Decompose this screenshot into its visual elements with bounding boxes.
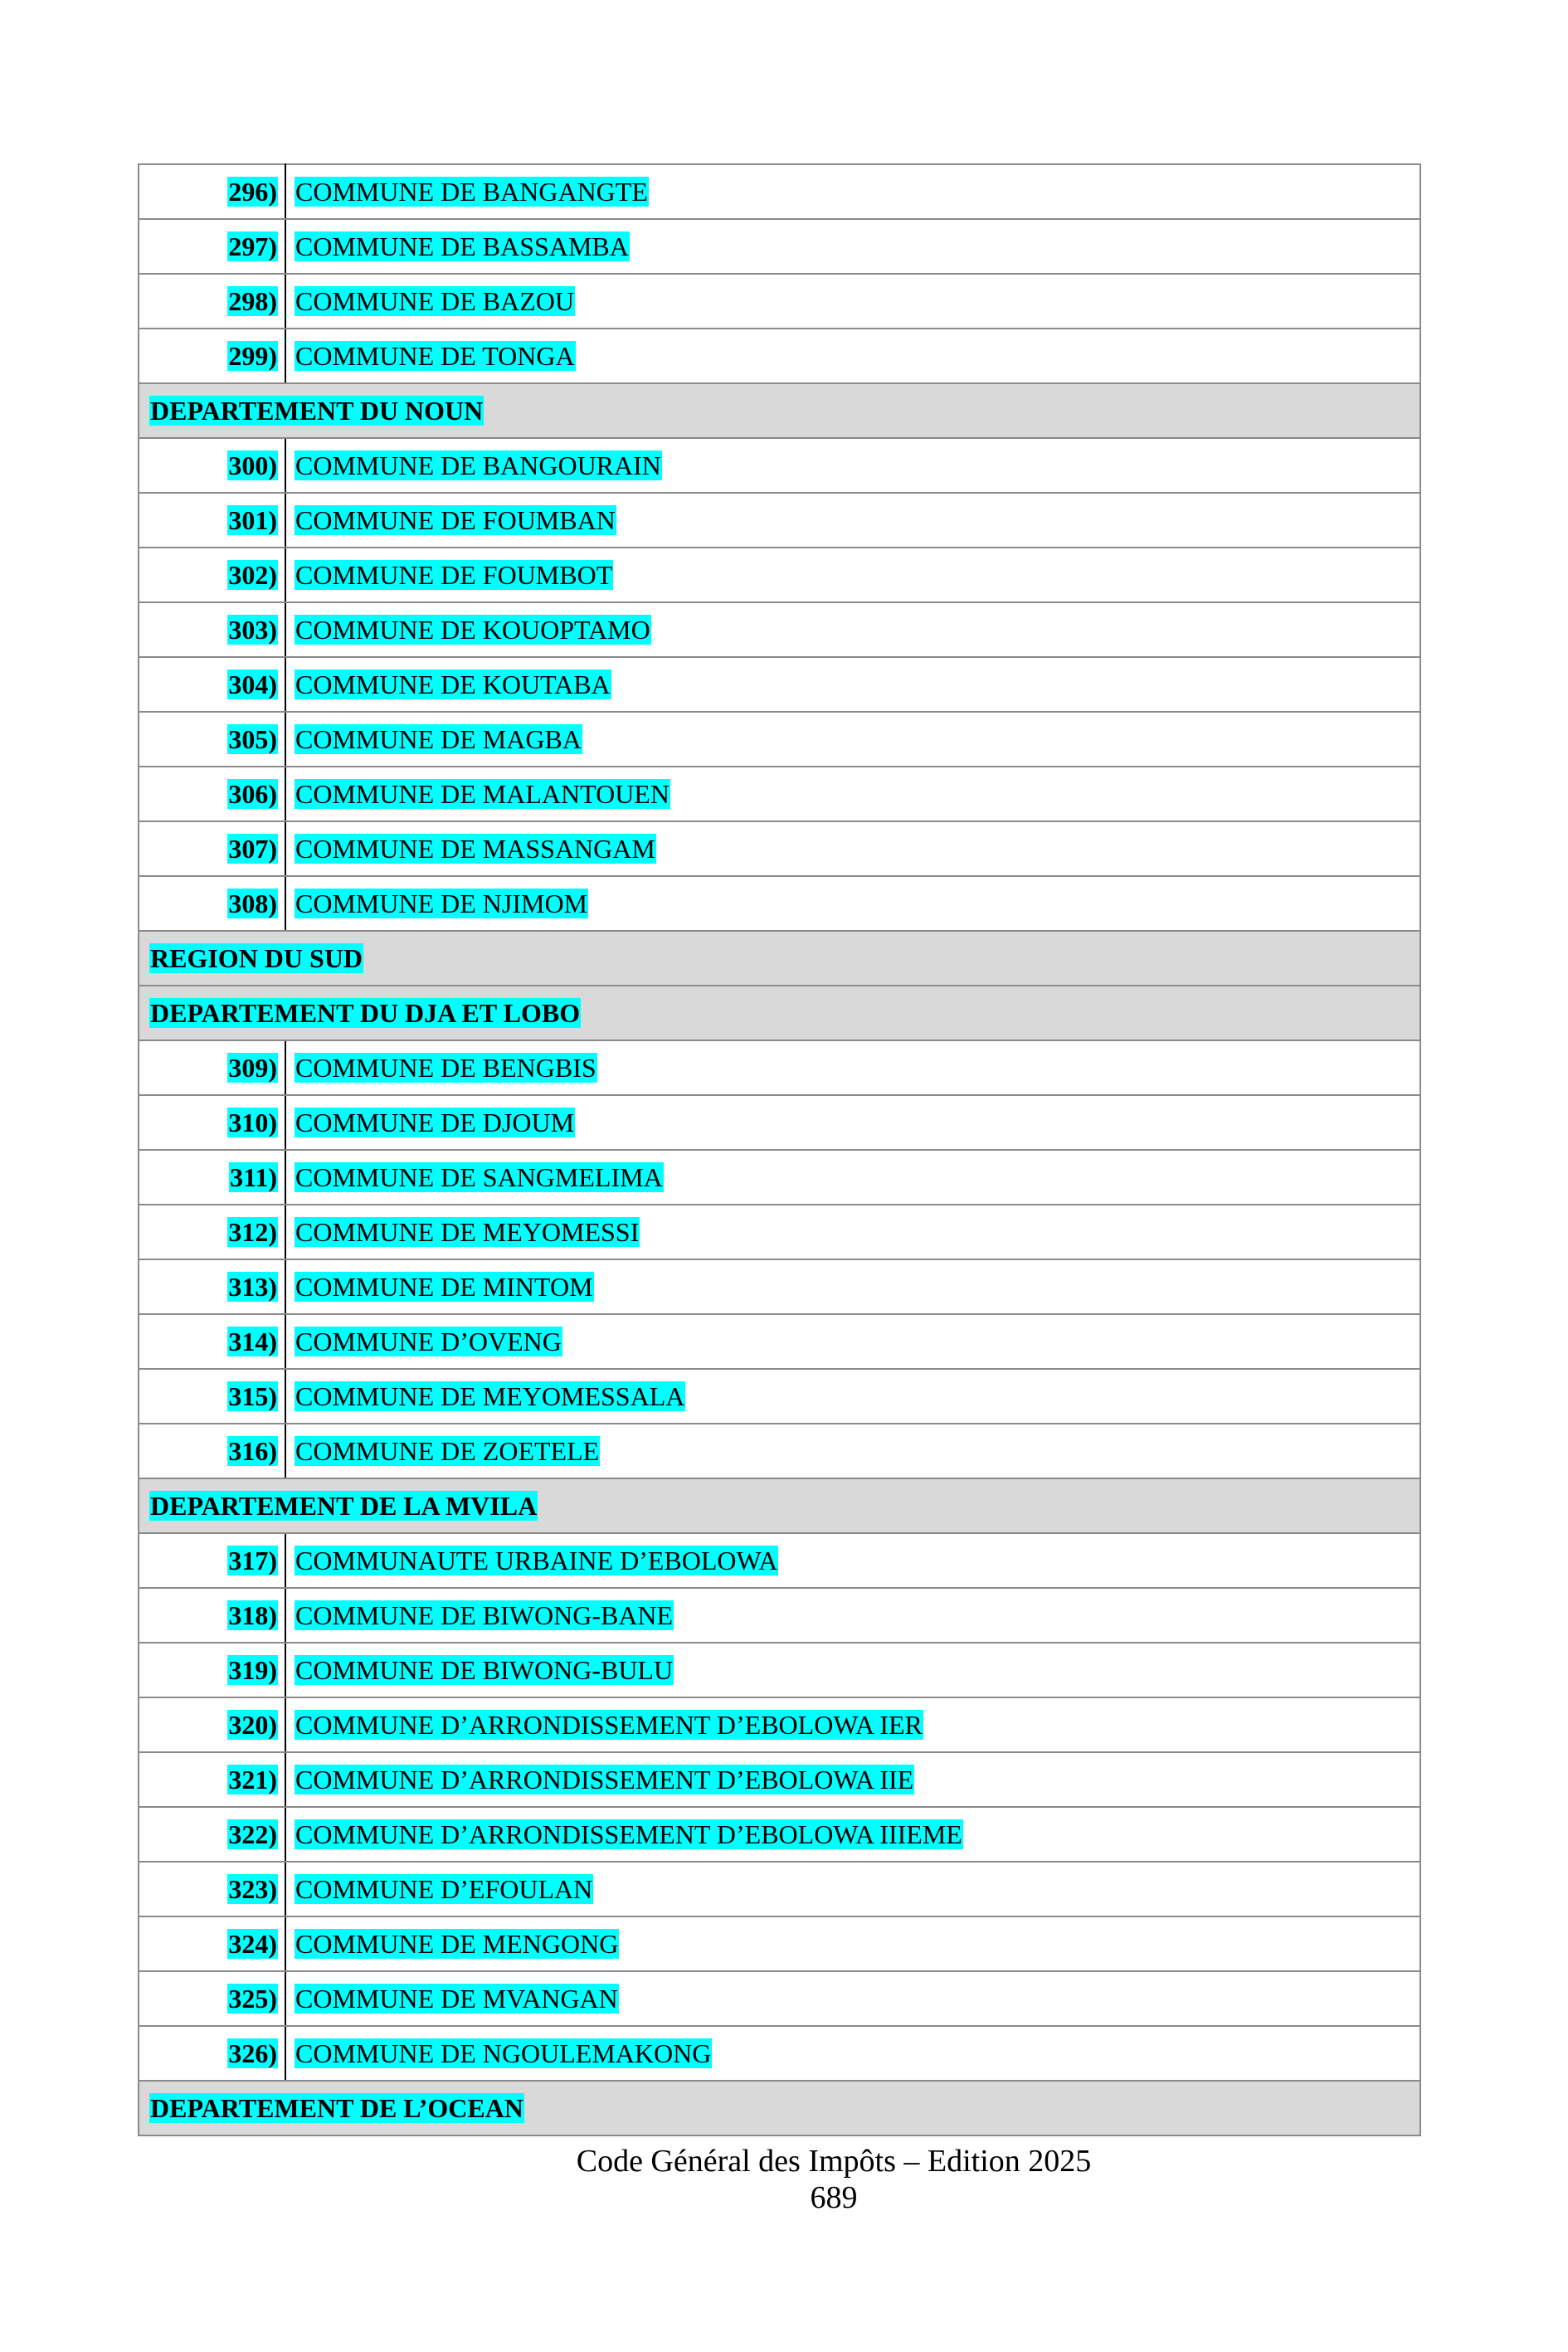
row-number: 314) <box>228 1327 277 1356</box>
row-number-cell <box>139 712 285 767</box>
row-number: 299) <box>228 341 277 371</box>
commune-name-cell <box>285 164 1420 219</box>
commune-name: COMMUNE DE BANGOURAIN <box>295 450 661 480</box>
table-row <box>139 1807 1420 1862</box>
table-row <box>139 1369 1420 1424</box>
commune-name-cell <box>285 548 1420 602</box>
row-number-cell <box>139 1752 285 1807</box>
table-row <box>139 1205 1420 1259</box>
commune-name: COMMUNE DE NGOULEMAKONG <box>295 2038 712 2068</box>
commune-name-cell <box>285 602 1420 657</box>
table-row <box>139 1916 1420 1971</box>
commune-name: COMMUNE DE ZOETELE <box>295 1436 600 1466</box>
row-number: 318) <box>228 1600 277 1630</box>
row-number: 302) <box>228 560 277 590</box>
commune-name: COMMUNE D’ARRONDISSEMENT D’EBOLOWA IER <box>295 1710 923 1740</box>
row-number-cell <box>139 493 285 548</box>
commune-name: COMMUNE DE MENGONG <box>295 1929 619 1959</box>
row-number: 320) <box>228 1710 277 1740</box>
commune-name: COMMUNE D’EFOULAN <box>295 1874 593 1904</box>
row-number: 296) <box>228 177 277 207</box>
commune-name: COMMUNE DE BENGBIS <box>295 1053 597 1083</box>
section-header-row <box>139 986 1420 1040</box>
table-row <box>139 1095 1420 1150</box>
row-number: 319) <box>228 1655 277 1685</box>
commune-name-cell <box>285 1533 1420 1588</box>
commune-name: COMMUNE DE FOUMBOT <box>295 560 613 590</box>
row-number-cell <box>139 438 285 493</box>
row-number: 309) <box>228 1053 277 1083</box>
section-header-row <box>139 1478 1420 1533</box>
row-number-cell <box>139 1314 285 1369</box>
commune-name-cell <box>285 1205 1420 1259</box>
row-number: 304) <box>228 670 277 699</box>
commune-name: COMMUNE DE BIWONG-BANE <box>295 1600 674 1630</box>
table-row <box>139 2026 1420 2081</box>
commune-name-cell <box>285 1916 1420 1971</box>
row-number-cell <box>139 767 285 821</box>
row-number: 313) <box>228 1272 277 1302</box>
section-header-row <box>139 931 1420 986</box>
commune-name: COMMUNE DE MAGBA <box>295 724 582 754</box>
commune-name-cell <box>285 1259 1420 1314</box>
commune-name-cell <box>285 767 1420 821</box>
row-number-cell <box>139 876 285 931</box>
row-number-cell <box>139 548 285 602</box>
row-number-cell <box>139 821 285 876</box>
row-number-cell <box>139 1040 285 1095</box>
table-row <box>139 548 1420 602</box>
commune-table <box>138 163 1421 2136</box>
commune-name: COMMUNE DE DJOUM <box>295 1108 575 1137</box>
row-number-cell <box>139 274 285 329</box>
section-header-row <box>139 383 1420 438</box>
table-row <box>139 767 1420 821</box>
table-row <box>139 1150 1420 1205</box>
section-header-text: DEPARTEMENT DE LA MVILA <box>150 1491 538 1521</box>
row-number: 303) <box>228 615 277 645</box>
table-row <box>139 438 1420 493</box>
table-row <box>139 1971 1420 2026</box>
row-number: 322) <box>228 1819 277 1849</box>
section-header-row <box>139 2081 1420 2135</box>
table-row <box>139 602 1420 657</box>
table-row <box>139 1533 1420 1588</box>
table-row <box>139 1752 1420 1807</box>
row-number: 308) <box>228 889 277 918</box>
commune-name-cell <box>285 1314 1420 1369</box>
row-number-cell <box>139 657 285 712</box>
row-number-cell <box>139 1697 285 1752</box>
row-number: 316) <box>228 1436 277 1466</box>
row-number: 311) <box>230 1162 277 1192</box>
commune-name: COMMUNE DE MASSANGAM <box>295 834 655 864</box>
row-number-cell <box>139 2026 285 2081</box>
commune-name: COMMUNE D’ARRONDISSEMENT D’EBOLOWA IIIEME <box>295 1819 962 1849</box>
row-number-cell <box>139 219 285 274</box>
table-row <box>139 1588 1420 1643</box>
table-row <box>139 1259 1420 1314</box>
row-number-cell <box>139 1369 285 1424</box>
commune-name-cell <box>285 1971 1420 2026</box>
row-number: 298) <box>228 286 277 316</box>
commune-name: COMMUNE D’OVENG <box>295 1327 562 1356</box>
section-header-text: REGION DU SUD <box>150 943 363 973</box>
row-number-cell <box>139 1643 285 1697</box>
commune-name: COMMUNE DE MEYOMESSI <box>295 1217 640 1247</box>
commune-name: COMMUNE D’ARRONDISSEMENT D’EBOLOWA IIE <box>295 1765 914 1794</box>
commune-name-cell <box>285 657 1420 712</box>
commune-name: COMMUNE DE MALANTOUEN <box>295 779 670 809</box>
commune-name-cell <box>285 1424 1420 1478</box>
row-number-cell <box>139 1205 285 1259</box>
table-row <box>139 821 1420 876</box>
section-header-text: DEPARTEMENT DU NOUN <box>150 396 484 426</box>
table-row <box>139 164 1420 219</box>
section-header-cell <box>139 986 1420 1040</box>
commune-name: COMMUNE DE SANGMELIMA <box>295 1162 663 1192</box>
page-number: 689 <box>810 2180 858 2215</box>
row-number: 317) <box>228 1546 277 1575</box>
commune-name: COMMUNE DE BIWONG-BULU <box>295 1655 674 1685</box>
commune-name: COMMUNE DE MEYOMESSALA <box>295 1381 685 1411</box>
section-header-text: DEPARTEMENT DE L’OCEAN <box>150 2093 523 2123</box>
commune-name-cell <box>285 1697 1420 1752</box>
commune-name-cell <box>285 1807 1420 1862</box>
footer-title: Code Général des Impôts – Edition 2025 <box>576 2144 1092 2179</box>
row-number-cell <box>139 1150 285 1205</box>
row-number: 305) <box>228 724 277 754</box>
row-number-cell <box>139 1259 285 1314</box>
table-row <box>139 657 1420 712</box>
commune-name-cell <box>285 712 1420 767</box>
row-number-cell <box>139 164 285 219</box>
commune-name-cell <box>285 2026 1420 2081</box>
section-header-cell <box>139 931 1420 986</box>
table-row <box>139 1314 1420 1369</box>
table-row <box>139 274 1420 329</box>
commune-name: COMMUNE DE FOUMBAN <box>295 505 616 535</box>
row-number-cell <box>139 1095 285 1150</box>
row-number: 315) <box>228 1381 277 1411</box>
row-number: 297) <box>228 231 277 261</box>
commune-name-cell <box>285 821 1420 876</box>
row-number: 306) <box>228 779 277 809</box>
table-row <box>139 876 1420 931</box>
commune-name-cell <box>285 876 1420 931</box>
section-header-cell <box>139 1478 1420 1533</box>
row-number: 321) <box>228 1765 277 1794</box>
commune-name: COMMUNE DE KOUTABA <box>295 670 611 699</box>
row-number: 325) <box>228 1984 277 2014</box>
section-header-cell <box>139 2081 1420 2135</box>
table-row <box>139 493 1420 548</box>
row-number-cell <box>139 1916 285 1971</box>
commune-name-cell <box>285 1150 1420 1205</box>
commune-name: COMMUNE DE MINTOM <box>295 1272 593 1302</box>
commune-name-cell <box>285 1643 1420 1697</box>
commune-name: COMMUNE DE BAZOU <box>295 286 574 316</box>
commune-name: COMMUNE DE KOUOPTAMO <box>295 615 650 645</box>
commune-name-cell <box>285 274 1420 329</box>
table-row <box>139 1643 1420 1697</box>
row-number-cell <box>139 329 285 383</box>
row-number-cell <box>139 1588 285 1643</box>
commune-name-cell <box>285 1369 1420 1424</box>
table-row <box>139 329 1420 383</box>
commune-name-cell <box>285 329 1420 383</box>
row-number-cell <box>139 1971 285 2026</box>
row-number-cell <box>139 1424 285 1478</box>
commune-name: COMMUNE DE BASSAMBA <box>295 231 629 261</box>
commune-name: COMMUNE DE NJIMOM <box>295 889 588 918</box>
commune-name-cell <box>285 1752 1420 1807</box>
table-row <box>139 712 1420 767</box>
commune-name-cell <box>285 1862 1420 1916</box>
row-number-cell <box>139 1807 285 1862</box>
table-row <box>139 1862 1420 1916</box>
row-number: 312) <box>228 1217 277 1247</box>
commune-name: COMMUNE DE TONGA <box>295 341 575 371</box>
row-number-cell <box>139 1862 285 1916</box>
commune-name-cell <box>285 1040 1420 1095</box>
row-number-cell <box>139 1533 285 1588</box>
table-row <box>139 1424 1420 1478</box>
row-number: 307) <box>228 834 277 864</box>
table-row <box>139 1697 1420 1752</box>
row-number: 326) <box>228 2038 277 2068</box>
row-number: 310) <box>228 1108 277 1137</box>
row-number: 323) <box>228 1874 277 1904</box>
row-number-cell <box>139 602 285 657</box>
commune-name-cell <box>285 493 1420 548</box>
section-header-cell <box>139 383 1420 438</box>
commune-name-cell <box>285 438 1420 493</box>
commune-name: COMMUNE DE MVANGAN <box>295 1984 618 2014</box>
row-number: 301) <box>228 505 277 535</box>
table-row <box>139 219 1420 274</box>
row-number: 324) <box>228 1929 277 1959</box>
commune-name-cell <box>285 219 1420 274</box>
commune-name: COMMUNAUTE URBAINE D’EBOLOWA <box>295 1546 778 1575</box>
table-body <box>139 164 1420 2135</box>
commune-name-cell <box>285 1095 1420 1150</box>
page-footer <box>0 2143 1568 2216</box>
section-header-text: DEPARTEMENT DU DJA ET LOBO <box>150 998 581 1028</box>
commune-name-cell <box>285 1588 1420 1643</box>
row-number: 300) <box>228 450 277 480</box>
commune-name: COMMUNE DE BANGANGTE <box>295 177 648 207</box>
table-row <box>139 1040 1420 1095</box>
